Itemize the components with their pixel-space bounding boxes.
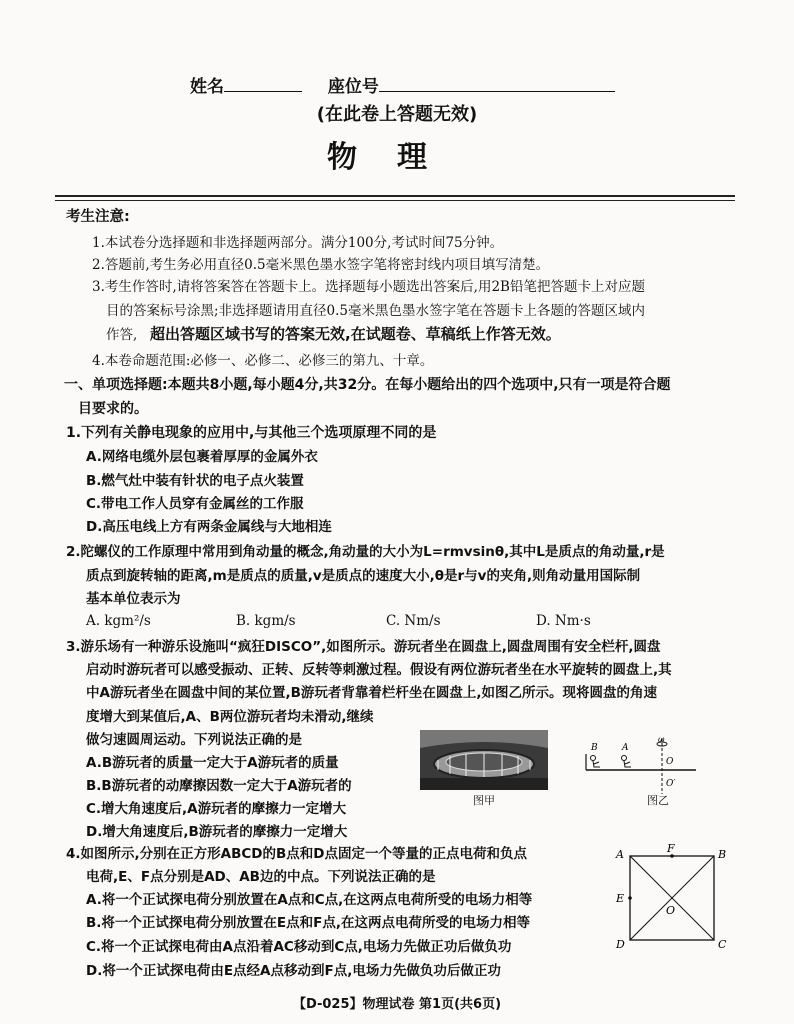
square-abcd-diagram xyxy=(612,842,732,954)
page-title: 物理 xyxy=(327,140,467,175)
question-2-line: 基本单位表示为 xyxy=(86,591,181,607)
q4-option-c: C.将一个正试探电荷由A点沿着AC移动到C点,电场力先做正功后做负功 xyxy=(86,939,512,955)
question-2-line: 2.陀螺仪的工作原理中常用到角动量的概念,角动量的大小为L=rmvsinθ,其中L是质点的角动量,r是 xyxy=(66,544,665,560)
q4-option-d: D.将一个正试探电荷由E点经A点移动到F点,电场力先做负功后做正功 xyxy=(86,963,501,979)
q1-option-b: B.燃气灶中装有针状的电子点火装置 xyxy=(86,473,304,489)
label-b: B xyxy=(591,743,598,753)
q4-option-b: B.将一个正试探电荷分别放置在E点和F点,在这两点电荷所受的电场力相等 xyxy=(86,915,530,931)
notice-item: 目的答案标号涂黑;非选择题请用直径0.5毫米黑色墨水签字笔在答题卡上各题的答题区域内 xyxy=(106,303,646,319)
fig-yi-caption: 图乙 xyxy=(647,794,669,807)
label-c: C xyxy=(718,938,727,951)
q4-option-a: A.将一个正试探电荷分别放置在A点和C点,在这两点电荷所受的电场力相等 xyxy=(86,892,533,908)
notice-item: 3.考生作答时,请将答案答在答题卡上。选择题每小题选出答案后,用2B铅笔把答题卡上对应题 xyxy=(92,279,645,295)
q3-option-d: D.增大角速度后,B游玩者的摩擦力一定增大 xyxy=(86,824,348,840)
section-heading: 一、单项选择题:本题共8小题,每小题4分,共32分。在每小题给出的四个选项中,只有一项是符合题 xyxy=(64,377,671,393)
label-omega: ω xyxy=(658,736,665,744)
section-heading: 目要求的。 xyxy=(78,401,148,417)
rider-a xyxy=(622,756,632,768)
q3-option-a: A.B游玩者的质量一定大于A游玩者的质量 xyxy=(86,755,339,771)
seat-line xyxy=(379,77,615,92)
page-footer: 【D-025】物理试卷 第1页(共6页) xyxy=(292,997,502,1012)
q2-option-a: A. kgm²/s xyxy=(86,613,151,629)
name-label: 姓名 xyxy=(190,77,224,97)
q2-option-b: B. kgm/s xyxy=(236,613,296,629)
label-o: O xyxy=(666,904,676,917)
label-o-prime: O′ xyxy=(666,779,676,789)
q1-option-d: D.高压电线上方有两条金属线与大地相连 xyxy=(86,519,332,535)
fig-jia-caption: 图甲 xyxy=(473,794,495,807)
disco-photo-figure xyxy=(420,730,548,790)
question-3-line: 3.游乐场有一种游乐设施叫“疯狂DISCO”,如图所示。游玩者坐在圆盘上,圆盘周围有安全栏杆,圆盘 xyxy=(66,639,661,655)
disc-diagram xyxy=(580,736,700,796)
question-3-line: 中A游玩者坐在圆盘中间的某位置,B游玩者背靠着栏杆坐在圆盘上,如图乙所示。现将圆盘的角速 xyxy=(86,685,657,701)
label-a: A xyxy=(622,743,629,753)
notice-emphasis: 超出答题区域书写的答案无效,在试题卷、草稿纸上作答无效。 xyxy=(150,325,561,343)
divider-thin xyxy=(55,200,735,201)
q2-option-d: D. Nm·s xyxy=(536,613,591,629)
divider-thick xyxy=(55,195,735,197)
notice-heading: 考生注意: xyxy=(66,209,130,225)
question-3-line: 启动时游玩者可以感受振动、正转、反转等刺激过程。假设有两位游玩者坐在水平旋转的圆盘上,其 xyxy=(86,662,672,678)
notice-item: 作答, xyxy=(106,327,138,343)
question-2-line: 质点到旋转轴的距离,m是质点的质量,v是质点的速度大小,θ是r与v的夹角,则角动量用国际制 xyxy=(86,568,641,584)
label-e: E xyxy=(616,892,625,905)
seat-label: 座位号 xyxy=(327,77,379,97)
q3-option-c: C.增大角速度后,A游玩者的摩擦力一定增大 xyxy=(86,801,347,817)
question-3-line: 度增大到某值后,A、B两位游玩者均未滑动,继续 xyxy=(86,709,374,725)
label-a: A xyxy=(616,848,624,861)
q2-option-c: C. Nm/s xyxy=(386,613,441,629)
question-4-line: 4.如图所示,分别在正方形ABCD的B点和D点固定一个等量的正点电荷和负点 xyxy=(66,846,527,862)
notice-item: 2.答题前,考生务必用直径0.5毫米黑色墨水签字笔将密封线内项目填写清楚。 xyxy=(92,257,550,273)
q1-option-c: C.带电工作人员穿有金属丝的工作服 xyxy=(86,496,304,512)
question-3-line: 做匀速圆周运动。下列说法正确的是 xyxy=(86,732,302,748)
q3-option-b: B.B游玩者的动摩擦因数一定大于A游玩者的 xyxy=(86,778,352,794)
header-fields xyxy=(190,72,615,97)
point-e xyxy=(628,896,632,900)
question-4-line: 电荷,E、F点分别是AD、AB边的中点。下列说法正确的是 xyxy=(86,869,436,885)
label-d: D xyxy=(616,938,625,951)
notice-item: 1.本试卷分选择题和非选择题两部分。满分100分,考试时间75分钟。 xyxy=(92,235,504,251)
label-b: B xyxy=(718,848,727,861)
notice-item: 4.本卷命题范围:必修一、必修二、必修三的第九、十章。 xyxy=(92,353,434,369)
invalid-note: (在此卷上答题无效) xyxy=(316,104,478,125)
question-1-stem: 1.下列有关静电现象的应用中,与其他三个选项原理不同的是 xyxy=(66,425,437,441)
photo-floor xyxy=(420,778,548,790)
q1-option-a: A.网络电缆外层包裹着厚厚的金属外衣 xyxy=(86,449,318,465)
rider-b xyxy=(591,756,601,768)
label-o: O xyxy=(666,757,674,767)
label-f: F xyxy=(667,842,675,855)
name-line xyxy=(224,77,302,92)
